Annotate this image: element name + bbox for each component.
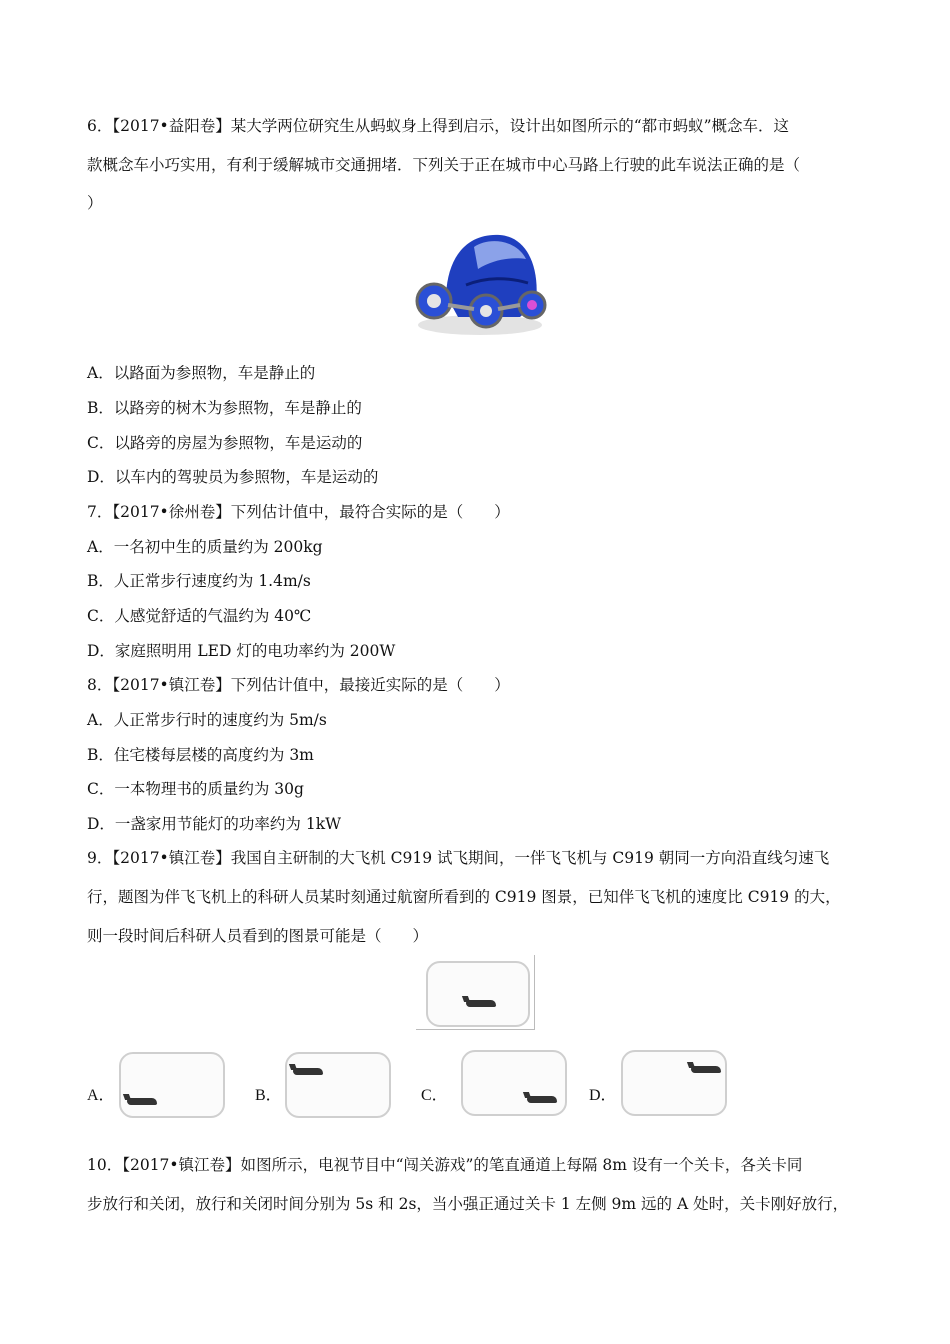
- q8-option-d: D．一盏家用节能灯的功率约为 1kW: [87, 815, 342, 833]
- q9-stem-line-1: 9．【2017•镇江卷】我国自主研制的大飞机 C919 试飞期间，一伴飞飞机与 C919 朝同一方向沿直线匀速飞: [87, 849, 830, 867]
- c919-plane-icon: [466, 1000, 496, 1007]
- q9-reference-window: [416, 955, 535, 1030]
- q6-option-a: A．以路面为参照物，车是静止的: [87, 364, 316, 382]
- q6-option-d: D．以车内的驾驶员为参照物，车是运动的: [87, 468, 379, 486]
- q9-stem-line-3: 则一段时间后科研人员看到的图景可能是（ ）: [87, 927, 429, 945]
- q9-option-a-label: A．: [87, 1087, 115, 1104]
- q8-option-c: C．一本物理书的质量约为 30g: [87, 780, 304, 798]
- q9-option-d-window: [617, 1046, 729, 1120]
- q8-option-a: A．人正常步行时的速度约为 5m/s: [87, 711, 327, 729]
- window-frame: [461, 1050, 567, 1116]
- q7-option-d: D．家庭照明用 LED 灯的电功率约为 200W: [87, 642, 396, 660]
- q6-option-c: C．以路旁的房屋为参照物，车是运动的: [87, 434, 363, 452]
- window-frame: [119, 1052, 225, 1118]
- q8-option-b: B．住宅楼每层楼的高度约为 3m: [87, 746, 314, 764]
- q7-option-b: B．人正常步行速度约为 1.4m/s: [87, 572, 311, 590]
- c919-plane-icon: [293, 1068, 323, 1075]
- q9-option-c-window: [455, 1044, 571, 1120]
- c919-plane-icon: [527, 1096, 557, 1103]
- concept-car-image: [408, 225, 550, 340]
- q9-option-b-window: [281, 1048, 393, 1120]
- window-frame: [285, 1052, 391, 1118]
- window-frame: [426, 961, 530, 1027]
- q9-option-c-label: C．: [421, 1087, 448, 1104]
- c919-plane-icon: [127, 1098, 157, 1105]
- q6-stem-line-3: ）: [87, 194, 103, 212]
- q6-option-b: B．以路旁的树木为参照物，车是静止的: [87, 399, 362, 417]
- c919-plane-icon: [691, 1066, 721, 1073]
- q10-stem-line-1: 10．【2017•镇江卷】如图所示，电视节目中“闯关游戏”的笔直通道上每隔 8m 设有一个关卡，各关卡同: [87, 1156, 803, 1174]
- q9-option-d-label: D．: [589, 1087, 617, 1104]
- window-frame: [621, 1050, 727, 1116]
- q6-stem-line-2: 款概念车小巧实用，有利于缓解城市交通拥堵．下列关于正在城市中心马路上行驶的此车说法正确的是（: [87, 156, 801, 174]
- q9-option-a-window: [115, 1048, 227, 1120]
- q9-option-b-label: B．: [255, 1087, 282, 1104]
- q8-stem: 8．【2017•镇江卷】下列估计值中，最接近实际的是（ ）: [87, 676, 510, 694]
- q10-stem-line-2: 步放行和关闭，放行和关闭时间分别为 5s 和 2s，当小强正通过关卡 1 左侧 9m 远的 A 处时，关卡刚好放行，: [87, 1195, 849, 1213]
- q7-stem: 7．【2017•徐州卷】下列估计值中，最符合实际的是（ ）: [87, 503, 510, 521]
- q9-stem-line-2: 行，题图为伴飞飞机上的科研人员某时刻通过航窗所看到的 C919 图景，已知伴飞飞机的速度比 C919 的大，: [87, 888, 841, 906]
- q6-stem-line-1: 6．【2017•益阳卷】某大学两位研究生从蚂蚁身上得到启示，设计出如图所示的“都市蚂蚁”概念车．这: [87, 117, 790, 135]
- q7-option-a: A．一名初中生的质量约为 200kg: [87, 538, 323, 556]
- q7-option-c: C．人感觉舒适的气温约为 40℃: [87, 607, 312, 625]
